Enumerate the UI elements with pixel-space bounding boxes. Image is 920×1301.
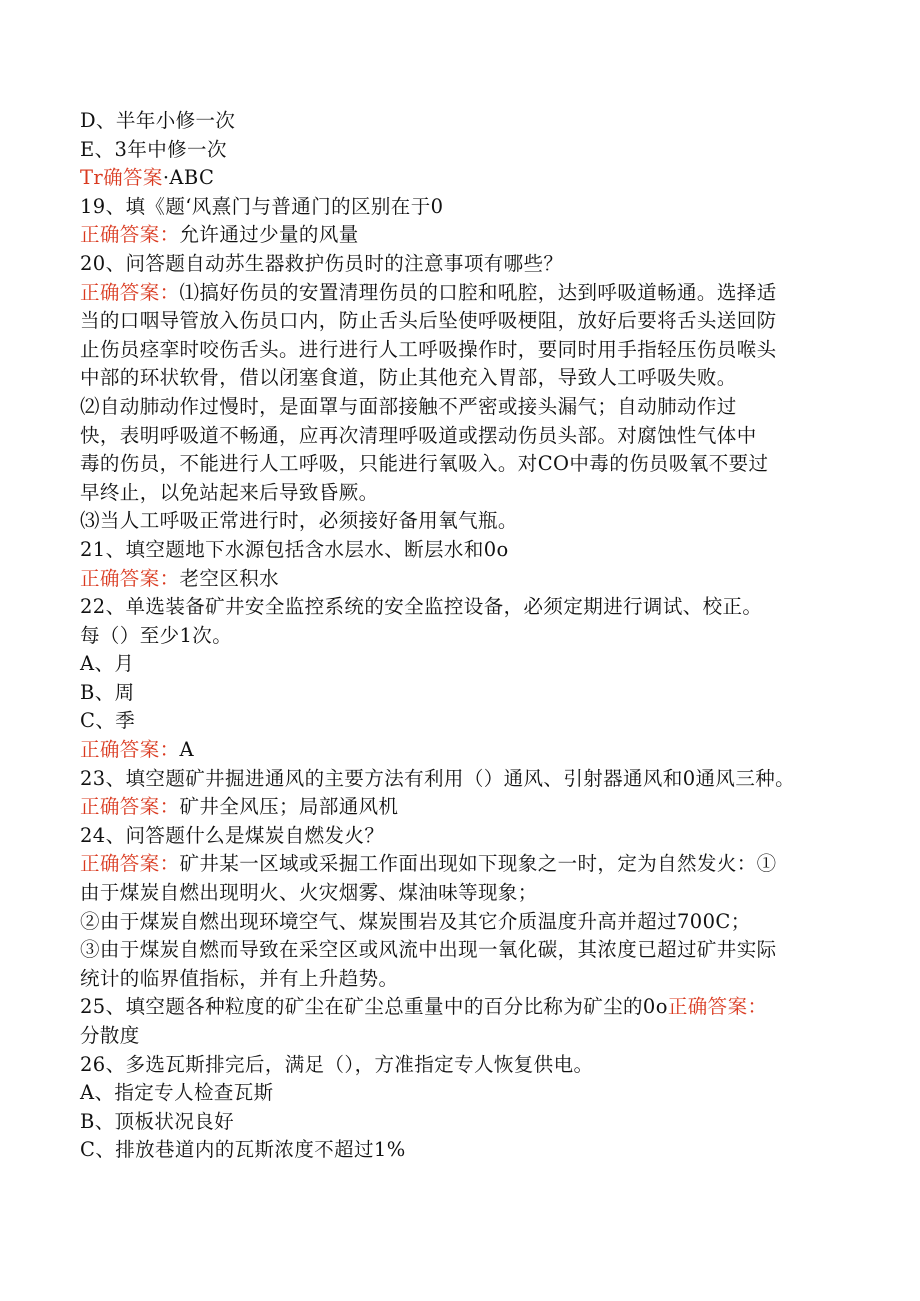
line-text: A、指定专人检查瓦斯 <box>80 1081 274 1105</box>
line-text: C、排放巷道内的瓦斯浓度不超过1% <box>80 1138 406 1162</box>
line-text: 21、填空题地下水源包括含水层水、断层水和0o <box>80 537 509 561</box>
line-text: E、3年中修一次 <box>80 137 227 161</box>
text-line <box>80 450 840 479</box>
line-text: 止伤员痉挛时咬伤舌头。进行进行人工呼吸操作时，要同时用手指轻压伤员喉头 <box>80 337 777 361</box>
question-line <box>80 822 840 851</box>
answer-line <box>80 1022 840 1051</box>
option-line <box>80 1136 840 1165</box>
answer-text: 矿井某一区域或采掘工作面出现如下现象之一时，定为自然发火：① <box>179 852 777 876</box>
line-text: ⑶当人工呼吸正常进行时，必须接好备用氧气瓶。 <box>80 509 518 533</box>
option-line <box>80 1079 840 1108</box>
question-line <box>80 993 840 1022</box>
line-text: 当的口咽导管放入伤员口内，防止舌头后坠使呼吸梗阻，放好后要将舌头送回防 <box>80 309 777 333</box>
line-text: 由于煤炭自燃出现明火、火灾烟雾、煤油味等现象； <box>80 881 538 905</box>
line-text: ②由于煤炭自燃出现环境空气、煤炭围岩及其它介质温度升高并超过700C； <box>80 909 751 933</box>
answer-text: A <box>179 738 194 762</box>
option-line <box>80 136 840 165</box>
answer-line <box>80 164 840 193</box>
line-text: D、半年小修一次 <box>80 109 236 132</box>
answer-line <box>80 221 840 250</box>
answer-label: 正确答案： <box>80 566 180 590</box>
text-line <box>80 307 840 336</box>
option-line <box>80 650 840 679</box>
line-text: 快，表明呼吸道不畅通，应再次清理呼吸道或摆动伤员头部。对腐蚀性气体中 <box>80 423 757 447</box>
answer-label: 正确答案： <box>80 852 180 876</box>
text-line <box>80 479 840 508</box>
question-line <box>80 193 840 222</box>
answer-line <box>80 736 840 765</box>
answer-text: 允许通过少量的风量 <box>179 223 359 247</box>
answer-label: 正确答案： <box>80 280 180 304</box>
line-text: ⑵自动肺动作过慢时，是面罩与面部接触不严密或接头漏气；自动肺动作过 <box>80 394 737 418</box>
text-line <box>80 393 840 422</box>
answer-text: 老空区积水 <box>179 566 280 590</box>
line-text: A、月 <box>80 652 135 676</box>
question-line <box>80 1051 840 1080</box>
line-text: ③由于煤炭自燃而导致在采空区或风流中出现一氧化碳，其浓度已超过矿井实际 <box>80 938 777 962</box>
answer-line <box>80 565 840 594</box>
option-line <box>80 679 840 708</box>
answer-line <box>80 850 840 879</box>
line-text: 22、单选装备矿井安全监控系统的安全监控设备，必须定期进行调试、校正。 <box>80 595 763 619</box>
text-line <box>80 908 840 937</box>
answer-line <box>80 279 840 308</box>
question-line <box>80 536 840 565</box>
answer-label: 正确答案： <box>80 795 180 819</box>
line-text: 23、填空题矿井掘进通风的主要方法有利用（）通风、引射器通风和0通风三种。 <box>80 766 796 790</box>
text-line <box>80 965 840 994</box>
line-text: 24、问答题什么是煤炭自燃发火？ <box>80 823 385 847</box>
document-page <box>80 107 840 1165</box>
text-line <box>80 879 840 908</box>
line-text: 统计的临界值指标，并有上升趋势。 <box>80 966 399 990</box>
question-line <box>80 250 840 279</box>
line-text: 早终止，以免站起来后导致昏厥。 <box>80 480 379 504</box>
line-text: 毒的伤员，不能进行人工呼吸，只能进行氧吸入。对CO中毒的伤员吸氧不要过 <box>80 452 769 476</box>
line-text: 中部的环状软骨，借以闭塞食道，防止其他充入胃部，导致人工呼吸失败。 <box>80 366 737 390</box>
answer-label: Tr确答案 <box>80 166 163 190</box>
answer-label: 正确答案： <box>667 995 768 1019</box>
text-line <box>80 936 840 965</box>
line-text: 19、填《题‘风熹门与普通门的区别在于0 <box>80 194 444 218</box>
option-line <box>80 1108 840 1137</box>
answer-text: 矿井全风压；局部通风机 <box>179 795 399 819</box>
question-line <box>80 765 840 794</box>
line-text: 26、多选瓦斯排完后，满足（），方准指定专人恢复供电。 <box>80 1052 594 1076</box>
text-line <box>80 622 840 651</box>
line-text: B、顶板状况良好 <box>80 1109 235 1133</box>
line-text: C、季 <box>80 709 136 733</box>
answer-text: 分散度 <box>80 1024 140 1047</box>
answer-text: ⑴搞好伤员的安置清理伤员的口腔和吼腔，达到呼吸道畅通。选择适 <box>179 280 777 304</box>
answer-label: 正确答案： <box>80 223 180 247</box>
option-line <box>80 707 840 736</box>
text-line <box>80 422 840 451</box>
line-text: 20、问答题自动苏生器救护伤员时的注意事项有哪些？ <box>80 251 564 275</box>
question-line <box>80 593 840 622</box>
answer-line <box>80 793 840 822</box>
option-line <box>80 107 840 136</box>
text-line <box>80 364 840 393</box>
line-text: B、周 <box>80 680 135 704</box>
answer-label: 正确答案： <box>80 738 180 762</box>
line-text: 每（）至少1次。 <box>80 623 233 647</box>
text-line <box>80 507 840 536</box>
text-line <box>80 336 840 365</box>
answer-text: ·ABC <box>162 166 215 190</box>
line-text: 25、填空题各种粒度的矿尘在矿尘总重量中的百分比称为矿尘的0o <box>80 995 668 1019</box>
